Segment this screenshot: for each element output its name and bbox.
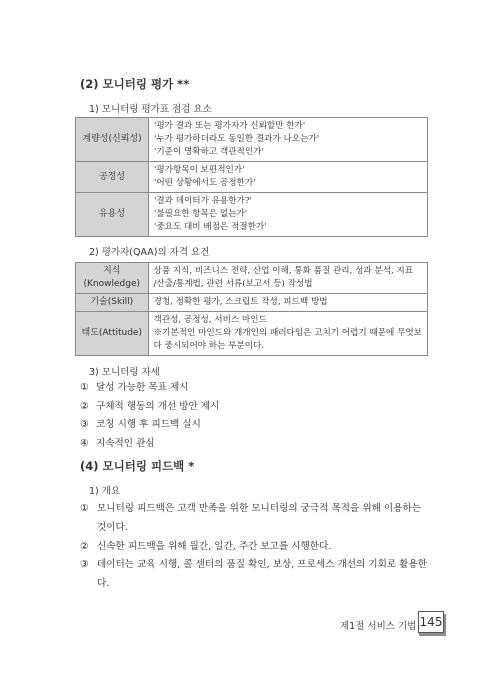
criteria-row: [76, 193, 428, 237]
criteria-row: [76, 118, 428, 162]
criteria-content: [149, 162, 428, 193]
qualification-label: 태도(Attitude): [76, 312, 149, 356]
criteria-line: '평가 결과 또는 평가자가 신뢰할만 한가': [154, 121, 306, 131]
qualification-content: [148, 294, 427, 312]
item-text: 달성 가능한 목표 제시: [96, 382, 189, 393]
list-item: [80, 556, 430, 594]
criteria-line: '누가 평가하더라도 동일한 결과가 나오는가': [154, 134, 320, 144]
qualification-line: 객관성, 공정성, 서비스 마인드: [153, 315, 267, 325]
section-2-title: (2) 모니터링 평가 **: [80, 77, 190, 91]
item-number: ②: [80, 400, 89, 412]
item-text: 코칭 시행 후 피드백 실시: [96, 419, 201, 430]
list-item: [80, 435, 219, 454]
qualification-row: [76, 294, 428, 312]
item-number: ③: [80, 559, 89, 571]
qualification-line: 경청, 정확한 평가, 스크립트 작성, 피드백 방법: [153, 297, 328, 307]
subsection-1-title: 1) 모니터링 평가표 점검 요소: [89, 104, 212, 115]
criteria-label: 계량성(신뢰성): [76, 118, 149, 162]
qualification-content: [148, 263, 427, 294]
qualification-line: 다 중시되어야 하는 부분이다.: [153, 341, 265, 351]
item-text: 지속적인 관심: [96, 437, 155, 449]
item-number: ①: [80, 503, 89, 514]
item-number: ①: [80, 382, 89, 393]
item-text: 모니터링 피드백은 고객 만족을 위한 모니터링의 궁극적 목적을 위해 이용하는 것이다.: [97, 503, 422, 533]
qualification-line: /산출/통계법, 관련 서류(보고서 등) 작성법: [153, 279, 313, 289]
qualification-label: 지식(Knowledge): [76, 263, 149, 294]
qualification-table: [75, 262, 428, 356]
list-item: [80, 538, 430, 557]
criteria-line: '평가항목이 보편적인가': [154, 165, 245, 175]
qualification-row: [76, 312, 428, 356]
item-text: 구체적 행동의 개선 방안 제시: [96, 400, 220, 412]
criteria-line: '불필요한 항목은 없는가': [154, 209, 248, 219]
criteria-line: '기준이 명확하고 객관적인가': [154, 147, 264, 157]
feedback-overview-list: [80, 500, 430, 594]
criteria-line: '중요도 대비 배점은 적절한가': [154, 222, 267, 232]
monitoring-attitude-list: [80, 379, 219, 453]
item-number: ④: [80, 437, 89, 449]
criteria-content: [149, 118, 428, 162]
criteria-line: '어떤 상황에서도 공정한가': [154, 178, 256, 188]
qualification-content: [148, 312, 427, 356]
criteria-label: 유용성: [76, 193, 149, 237]
qualification-row: [76, 263, 428, 294]
qualification-label: 기술(Skill): [76, 294, 149, 312]
list-item: [80, 398, 219, 417]
item-number: ③: [80, 419, 89, 430]
list-item: [80, 416, 219, 435]
qualification-line: 상품 지식, 비즈니스 전략, 산업 이해, 통화 품질 관리, 성과 분석, 지표: [153, 266, 414, 276]
criteria-content: [149, 193, 428, 237]
subsection-2-title: 2) 평가자(QAA)의 자격 요건: [89, 247, 210, 258]
list-item: [80, 500, 430, 538]
item-text: 신속한 피드백을 위해 월간, 일간, 주간 보고를 시행한다.: [97, 540, 332, 552]
chapter-label: 제1절 서비스 기법: [340, 621, 417, 632]
item-number: ②: [80, 540, 89, 552]
section-4-title: (4) 모니터링 피드백 *: [80, 459, 195, 473]
criteria-line: '결과 데이터가 유용한가?': [154, 196, 252, 206]
qualification-line: ※기본적인 마인드와 개개인의 패러다임은 고치기 어렵기 때문에 무엇보: [153, 328, 422, 338]
evaluation-criteria-table: [75, 117, 428, 237]
item-text: 데이터는 교육 시행, 콜 센터의 품질 확인, 보상, 프로세스 개선의 기회로 활용한다.: [97, 559, 427, 590]
criteria-row: [76, 162, 428, 193]
page-number: 145: [418, 611, 444, 633]
subsection-3-title: 3) 모니터링 자세: [89, 367, 160, 378]
criteria-label: 공정성: [76, 162, 149, 193]
subsection-overview-title: 1) 개요: [89, 486, 121, 497]
list-item: [80, 379, 219, 398]
